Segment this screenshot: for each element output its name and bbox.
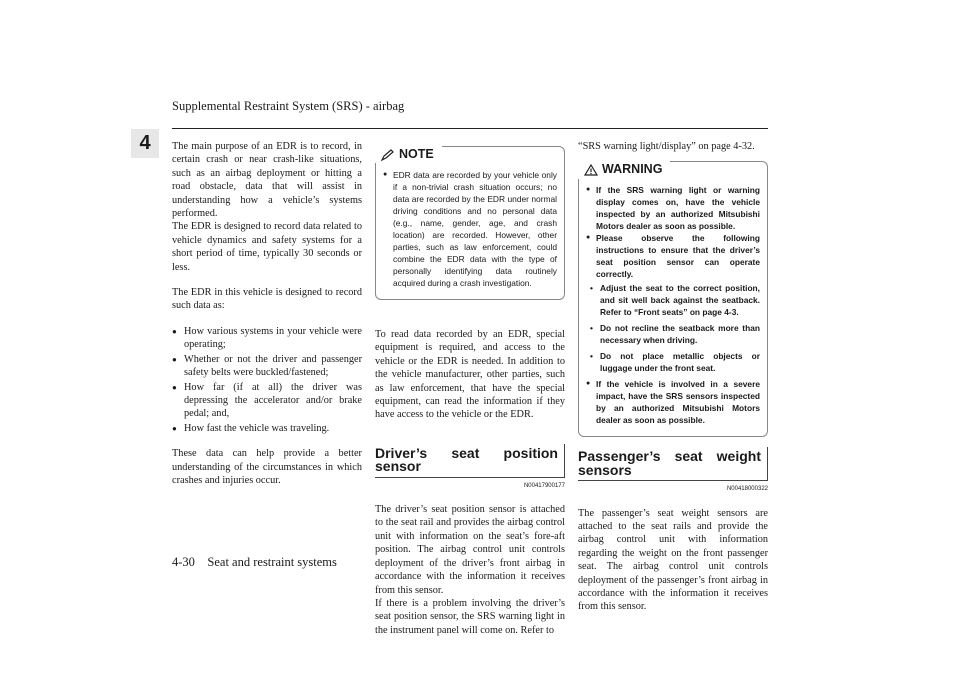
warning-subitem: • Do not place metallic objects or luggage under the front seat. [590,351,760,374]
col2-paragraph-1: To read data recorded by an EDR, special equipment is required, and access to the vehicle or the EDR is needed. In addition to the vehicle manufacturer, other parties, such as law enforcement, that have the special equipment, can read the information if they have access to the vehicle or the EDR. [375,329,565,421]
warning-label: WARNING [578,161,670,178]
list-item: ● How far (if at all) the driver was depressing the accelerator and/or brake pedal; and, [172,381,362,421]
col3-paragraph-2: The passenger’s seat weight sensors are attached to the seat rails and provide the airbag control unit with information regarding the weight on the front passenger seat. The airbag control unit controls deployment of the passenger’s front airbag in accordance with the information it receives from this sensor. [578,507,768,613]
note-pencil-icon [381,149,395,161]
warning-item: ● If the SRS warning light or warning display comes on, have the vehicle inspected by an authorized Mitsubishi Motors dealer as soon as possible. [586,184,760,232]
note-text: ● EDR data are recorded by your vehicle only if a non-trivial crash situation occurs; no data are recorded by the EDR under normal driving conditions and no personal data (e.g., name, gender, age, and crash location) are recorded. However, other parties, such as law enforcement, could combine the EDR data with the type of personally identifying data routinely acquired during a crash investigation. [383,169,557,289]
list-item: ● How fast the vehicle was traveling. [172,422,362,435]
chapter-tab: 4 [131,129,159,158]
column-2 [375,146,565,649]
col1-paragraph-3: The EDR in this vehicle is designed to record such data as: [172,287,362,312]
warning-item: ● If the vehicle is involved in a severe impact, have the SRS sensors inspected by an authorized Mitsubishi Motors dealer as soon as possible. [586,378,760,426]
warning-subitem: • Adjust the seat to the correct position, and sit well back against the seatback. Refer to “Front seats” on page 4-3. [590,283,760,318]
page-header-title: Supplemental Restraint System (SRS) - airbag [172,99,405,113]
list-item: ● Whether or not the driver and passenger safety belts were buckled/fastened; [172,353,362,380]
header-rule [172,128,768,129]
col2-paragraph-3: If there is a problem involving the driver’s seat position sensor, the SRS warning light in the instrument panel will come on. Refer to [375,597,565,636]
note-body [383,169,557,289]
note-box [375,146,565,300]
section-title-passenger-seat-sensors: Passenger’s seat weight sensors [578,447,768,481]
warning-triangle-icon [584,164,598,176]
section-code: N00418000322 [726,486,768,493]
column-3 [578,140,768,626]
warning-item: ● Please observe the following instructions to ensure that the driver’s seat position sensor can operate correctly. [586,232,760,280]
warning-subitem: • Do not recline the seatback more than necessary when driving. [590,323,760,346]
list-item: ● How various systems in your vehicle were operating; [172,325,362,352]
section-code: N00417900177 [523,482,565,489]
col1-paragraph-2: The EDR is designed to record data related to vehicle dynamics and safety systems for a short period of time, typically 30 seconds or less. [172,221,362,273]
col3-paragraph-1: “SRS warning light/display” on page 4-32. [578,141,755,152]
col1-paragraph-4: These data can help provide a better understanding of the circumstances in which crashes and injuries occur. [172,448,362,486]
warning-box [578,161,768,437]
page-footer: 4-30 Seat and restraint systems [172,555,337,569]
section-title-driver-seat-sensor: Driver’s seat position sensor [375,444,565,478]
column-1 [172,140,362,499]
edr-data-list [172,325,362,435]
col1-paragraph-1: The main purpose of an EDR is to record, in certain crash or near crash-like situations, such as an airbag deployment or hitting a road obstacle, data that will assist in understanding how a vehicle’s systems performed. [172,141,362,220]
col2-paragraph-2: The driver’s seat position sensor is attached to the seat rail and provides the airbag control unit with information on the seat’s fore-aft position. The airbag control unit controls deployment of the driver’s front airbag in accordance with the information it receives from this sensor. [375,504,565,596]
note-label: NOTE [375,146,442,163]
warning-body [586,184,760,426]
